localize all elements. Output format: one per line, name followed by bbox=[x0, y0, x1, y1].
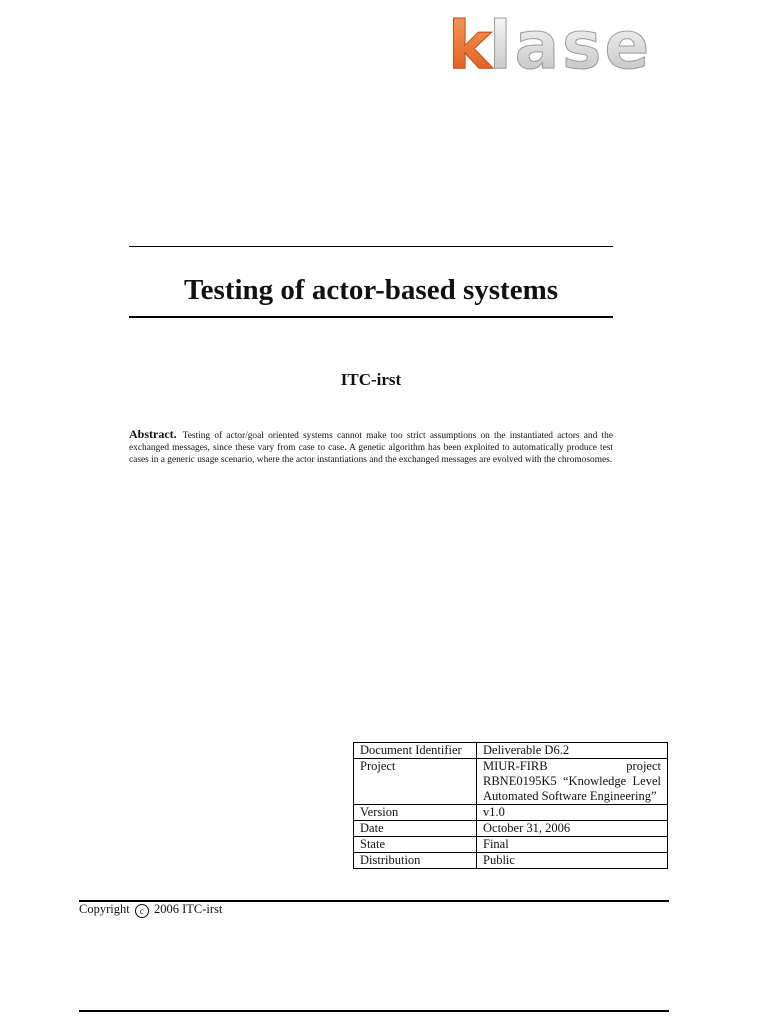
row-key-project: Project bbox=[354, 759, 477, 805]
row-key-distribution: Distribution bbox=[354, 853, 477, 869]
document-title: Testing of actor-based systems bbox=[183, 274, 559, 306]
footer-bottom-rule bbox=[79, 1010, 669, 1012]
copyright-notice bbox=[79, 902, 222, 918]
row-value-distribution: Public bbox=[477, 853, 668, 869]
table-row bbox=[354, 743, 668, 759]
organization-name: ITC-irst bbox=[340, 370, 402, 389]
table-row bbox=[354, 821, 668, 837]
table-row bbox=[354, 759, 668, 805]
row-value-state: Final bbox=[477, 837, 668, 853]
abstract-label: Abstract. bbox=[129, 427, 177, 441]
row-value-project: MIUR-FIRB project RBNE0195K5 “Knowledge Level Automated Software Engineering” bbox=[477, 759, 668, 805]
title-top-rule bbox=[129, 246, 613, 247]
copyright-suffix: 2006 ITC-irst bbox=[153, 902, 223, 916]
row-key-date: Date bbox=[354, 821, 477, 837]
document-info-table bbox=[353, 742, 668, 869]
table-row bbox=[354, 837, 668, 853]
row-value-date: October 31, 2006 bbox=[477, 821, 668, 837]
abstract bbox=[129, 428, 613, 466]
table-row bbox=[354, 853, 668, 869]
row-key-document-identifier: Document Identifier bbox=[354, 743, 477, 759]
row-value-document-identifier: Deliverable D6.2 bbox=[477, 743, 668, 759]
abstract-text: Testing of actor/goal oriented systems cannot make too strict assumptions on the instantiated actors and the exchanged messages, since these vary from case to case. A genetic algorithm has been exploited to automatically produce test cases in a generic usage scenario, where the actor instantiations and the exchanged messages are evolved with the chromosomes. bbox=[129, 431, 613, 465]
title-bottom-rule bbox=[129, 316, 613, 318]
copyright-icon: c bbox=[135, 904, 149, 918]
logo-letters-lase: lase bbox=[489, 7, 652, 84]
copyright-prefix: Copyright bbox=[79, 902, 130, 916]
row-value-version: v1.0 bbox=[477, 805, 668, 821]
klase-logo bbox=[448, 4, 652, 84]
table-row bbox=[354, 805, 668, 821]
row-key-state: State bbox=[354, 837, 477, 853]
logo-letter-k: k bbox=[448, 7, 492, 84]
row-key-version: Version bbox=[354, 805, 477, 821]
